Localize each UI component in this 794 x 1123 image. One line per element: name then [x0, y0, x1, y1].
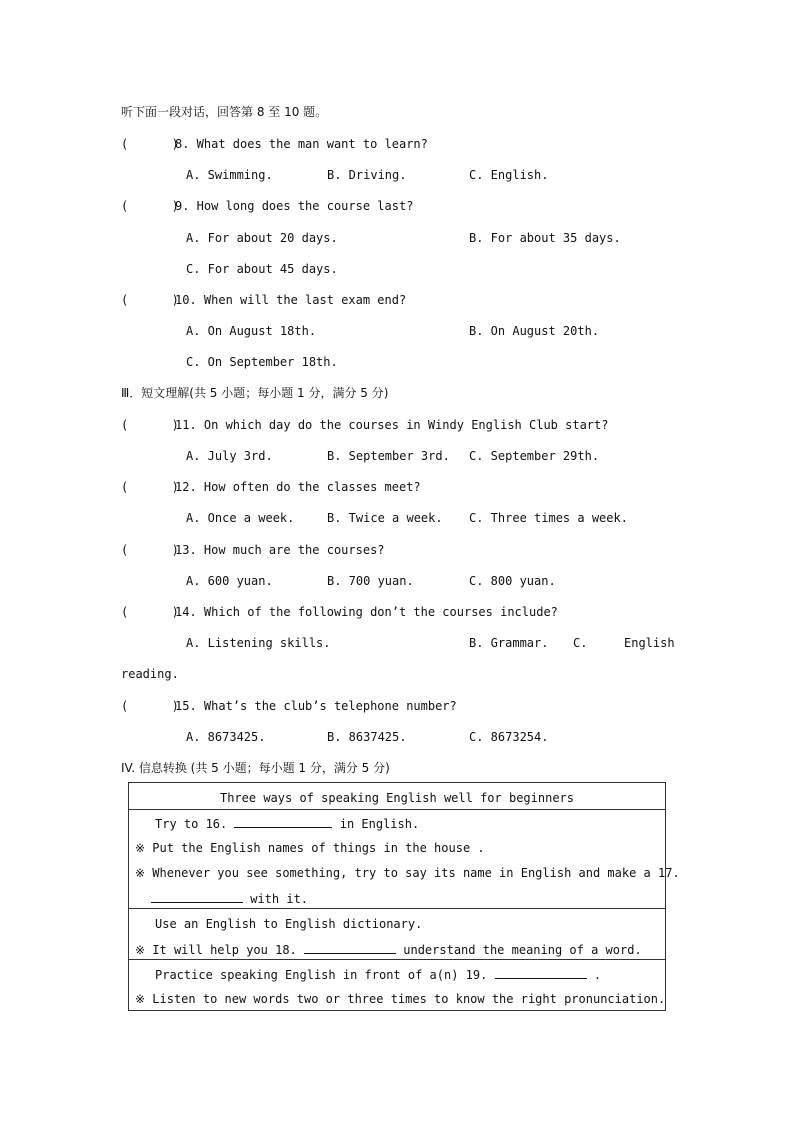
table-row-2-main: Use an English to English dictionary.	[155, 917, 423, 931]
option-b: B. Driving.	[327, 168, 407, 182]
answer-paren[interactable]: ( )	[121, 543, 179, 557]
answer-paren[interactable]: ( )	[121, 480, 179, 494]
option-b: B. 700 yuan.	[327, 574, 414, 588]
option-b: B. Grammar.	[469, 636, 549, 650]
answer-paren[interactable]: ( )	[121, 199, 179, 213]
question-12: 12. How often do the classes meet?	[175, 480, 421, 494]
option-a: A. Once a week.	[186, 511, 295, 525]
option-c-letter: C.	[573, 636, 588, 650]
blank-16[interactable]	[234, 815, 332, 828]
option-a: A. On August 18th.	[186, 324, 317, 338]
table-row-1-bullet-1: ※ Put the English names of things in the house .	[135, 841, 485, 855]
table-row-1-bullet-2-cont: with it.	[151, 890, 308, 907]
question-13: 13. How much are the courses?	[175, 543, 385, 557]
option-c: C. For about 45 days.	[186, 262, 338, 276]
blank-18[interactable]	[304, 941, 396, 954]
option-a: A. 8673425.	[186, 730, 266, 744]
section-4-title: IV. 信息转换 (共 5 小题；每小题 1 分，满分 5 分)	[121, 761, 390, 775]
answer-paren[interactable]: ( )	[121, 418, 179, 432]
section-3-title: Ⅲ．短文理解(共 5 小题；每小题 1 分，满分 5 分)	[121, 386, 389, 400]
question-14: 14. Which of the following don’t the courses include?	[175, 605, 558, 619]
blank-17[interactable]	[151, 890, 243, 903]
table-divider	[129, 809, 665, 810]
option-c: C. On September 18th.	[186, 355, 338, 369]
table-row-3-bullet: ※ Listen to new words two or three times to know the right pronunciation.	[135, 992, 666, 1006]
table-row-1-bullet-2: ※ Whenever you see something, try to say its name in English and make a 17.	[135, 866, 680, 880]
option-c-text: English	[624, 636, 675, 650]
option-b: B. For about 35 days.	[469, 231, 621, 245]
table-divider	[129, 908, 665, 909]
table-row-2-bullet: ※ It will help you 18. understand the meaning of a word.	[135, 943, 642, 957]
option-a: A. Swimming.	[186, 168, 273, 182]
answer-paren[interactable]: ( )	[121, 605, 179, 619]
question-9: 9. How long does the course last?	[175, 199, 414, 213]
question-15: 15. What’s the club’s telephone number?	[175, 699, 457, 713]
answer-paren[interactable]: ( )	[121, 137, 179, 151]
option-c-text-cont: reading.	[121, 667, 179, 681]
option-b: B. On August 20th.	[469, 324, 600, 338]
option-a: A. Listening skills.	[186, 636, 331, 650]
question-8: 8. What does the man want to learn?	[175, 137, 428, 151]
option-a: A. For about 20 days.	[186, 231, 338, 245]
option-b: B. September 3rd.	[327, 449, 450, 463]
table-divider	[129, 959, 665, 960]
option-b: B. 8637425.	[327, 730, 407, 744]
option-a: A. July 3rd.	[186, 449, 273, 463]
option-c: C. 8673254.	[469, 730, 549, 744]
answer-paren[interactable]: ( )	[121, 699, 179, 713]
option-c: C. Three times a week.	[469, 511, 628, 525]
question-10: 10. When will the last exam end?	[175, 293, 407, 307]
option-a: A. 600 yuan.	[186, 574, 273, 588]
option-c: C. English.	[469, 168, 549, 182]
table-row-3-main: Practice speaking English in front of a(n) 19. .	[155, 968, 602, 982]
listening-intro: 听下面一段对话，回答第 8 至 10 题。	[121, 105, 328, 119]
blank-19[interactable]	[495, 966, 587, 979]
option-c: C. 800 yuan.	[469, 574, 556, 588]
question-11: 11. On which day do the courses in Windy English Club start?	[175, 418, 609, 432]
option-c: C. September 29th.	[469, 449, 600, 463]
answer-paren[interactable]: ( )	[121, 293, 179, 307]
info-table	[128, 782, 680, 1011]
table-row-1-main: Try to 16. in English.	[155, 817, 420, 831]
option-b: B. Twice a week.	[327, 511, 443, 525]
table-heading: Three ways of speaking English well for beginners	[219, 791, 574, 805]
